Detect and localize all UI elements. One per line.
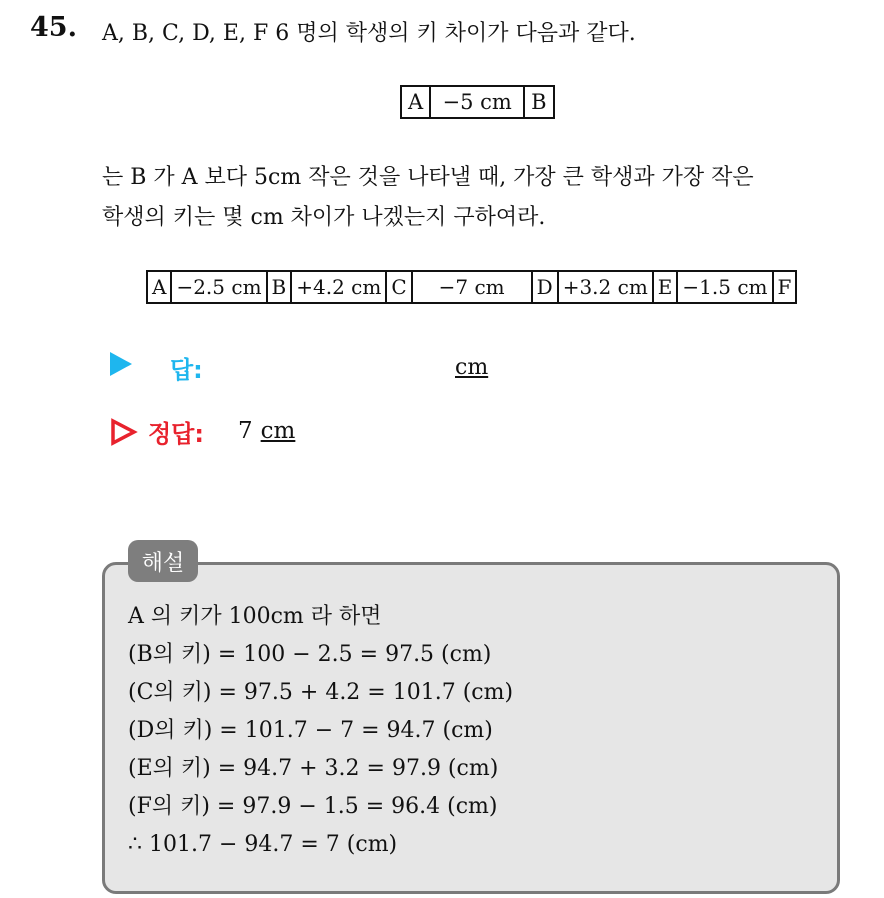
seq-cell: F <box>773 271 797 303</box>
correct-value: 7 <box>238 418 253 444</box>
example-table <box>400 85 555 119</box>
seq-cell: D <box>532 271 558 303</box>
description-line-1: 는 B 가 A 보다 5cm 작은 것을 나타낼 때, 가장 큰 학생과 가장 작은 <box>102 165 754 190</box>
question-text: A, B, C, D, E, F 6 명의 학생의 키 차이가 다음과 같다. <box>102 21 636 46</box>
description-line-2: 학생의 키는 몇 cm 차이가 나겠는지 구하여라. <box>102 205 546 230</box>
solution-line: (D의 키) = 101.7 − 7 = 94.7 (cm) <box>128 718 493 743</box>
solution-line: A 의 키가 100cm 라 하면 <box>128 604 382 629</box>
seq-cell: +3.2 cm <box>558 271 653 303</box>
seq-cell: −1.5 cm <box>677 271 772 303</box>
example-middle: −5 cm <box>430 86 524 118</box>
example-left: A <box>401 86 430 118</box>
question-description <box>102 158 882 238</box>
solution-line: (F의 키) = 97.9 − 1.5 = 96.4 (cm) <box>128 794 498 819</box>
solution-line: (E의 키) = 94.7 + 3.2 = 97.9 (cm) <box>128 756 499 781</box>
solution-line: ∴ 101.7 − 94.7 = 7 (cm) <box>128 832 398 857</box>
answer-label: 답: <box>170 356 203 384</box>
example-right: B <box>524 86 553 118</box>
solution-line: (B의 키) = 100 − 2.5 = 97.5 (cm) <box>128 642 492 667</box>
seq-cell: C <box>386 271 411 303</box>
solution-line: (C의 키) = 97.5 + 4.2 = 101.7 (cm) <box>128 680 514 705</box>
answer-arrow-icon <box>110 352 132 386</box>
answer-unit: cm <box>455 355 489 380</box>
solution-tag: 해설 <box>128 540 198 582</box>
question-number: 45. <box>30 12 77 43</box>
seq-cell: +4.2 cm <box>291 271 386 303</box>
correct-unit: cm <box>260 418 296 444</box>
height-difference-table <box>146 270 797 304</box>
seq-cell: −2.5 cm <box>171 271 266 303</box>
correct-label: 정답: <box>148 420 204 448</box>
correct-answer <box>238 418 295 444</box>
seq-cell: −7 cm <box>412 271 532 303</box>
seq-cell: B <box>267 271 292 303</box>
solution-lines <box>128 598 513 864</box>
correct-arrow-icon <box>110 418 138 450</box>
seq-cell: E <box>653 271 678 303</box>
seq-cell: A <box>147 271 171 303</box>
